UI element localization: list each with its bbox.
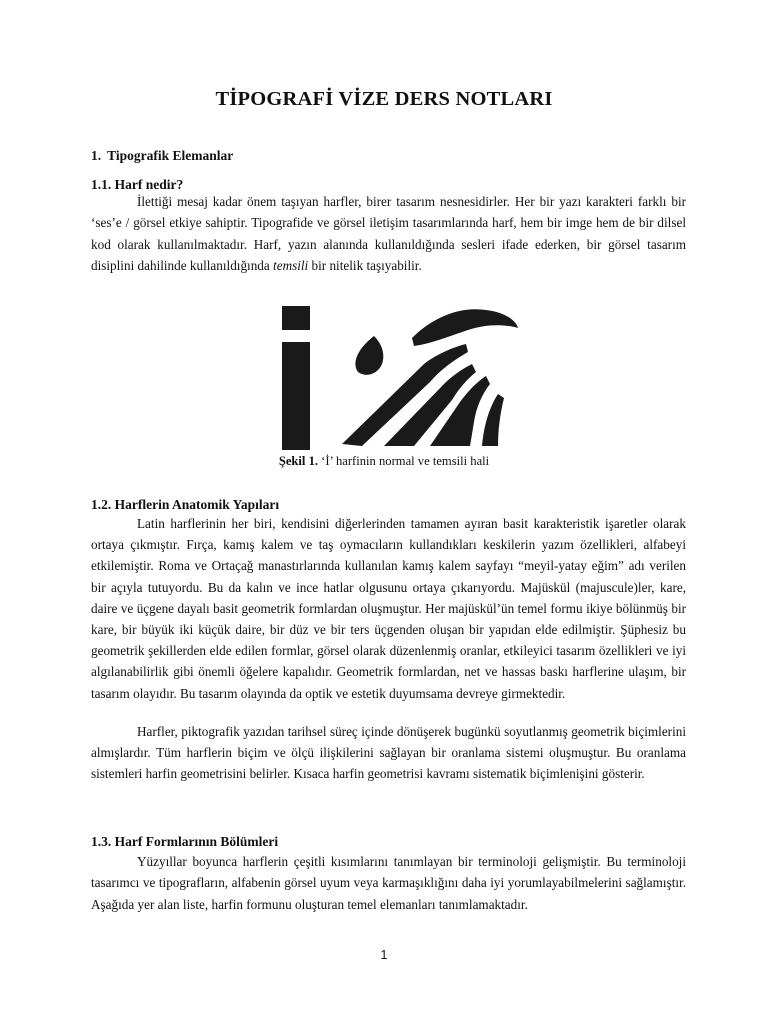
section-1-heading [91, 148, 233, 164]
figure-caption-label: Şekil 1. [278, 454, 319, 468]
paragraph-italic-word: temsili [273, 258, 309, 274]
paragraph-text-end: bir nitelik taşıyabilir. [308, 258, 422, 274]
section-1-3-paragraph: Yüzyıllar boyunca harflerin çeşitli kısımlarını tanımlayan bir terminoloji gelişmiştir. Bu terminoloji tasarımcı ve tipografların, alfabenin görsel uyum veya karmaşıklığını daha iyi yorumlayabilmelerini sağlamıştır. Aşağıda yer alan liste, harfin formunu oluşturan temel elemanları tanımlamaktadır. [91, 854, 686, 912]
paragraph-text: İlettiği mesaj kadar önem taşıyan harfler, birer tasarım nesnesidirler. Her bir yazı karakteri farklı bir ‘ses’e / görsel etkiye sahiptir. Tipografide ve görsel iletişim tasarımlarında harf, hem bir imge hem de bir dilsel kod olarak kullanılmaktadır. Harf, yazın alanında kullanıldığında sesleri ifade ederken, bir görsel tasarım disiplini dahilinde kullanıldığında [91, 194, 686, 274]
figure-caption-text: ‘İ’ harfinin normal ve temsili hali [318, 454, 490, 468]
section-1-1-paragraph [91, 191, 686, 277]
letter-i-dot [282, 306, 310, 330]
section-1-3-heading: 1.3. Harf Formlarının Bölümleri [91, 834, 279, 849]
section-1-1-heading: 1.1. Harf nedir? [91, 177, 184, 192]
figure-caption [0, 454, 768, 469]
letter-i-illustration [254, 298, 526, 456]
section-1-2-paragraph-2: Harfler, piktografik yazıdan tarihsel süreç içinde dönüşerek bugünkü soyutlanmış geometrik biçimlerini almışlardır. Tüm harflerin biçim ve ölçü ilişkilerini sağlayan bir oranlama sistemi oluşmuştur. Bu oranlama sistemleri harfin geometrisini belirler. Kısaca harfin geometrisi kavramı sistematik biçimlenişini gösterir. [91, 724, 686, 782]
page-number: 1 [380, 948, 388, 962]
section-1-title: Tipografik Elemanlar [107, 148, 234, 163]
figure-letter-i [254, 298, 526, 456]
letter-i-stem [282, 342, 310, 450]
section-1-number: 1. [91, 148, 102, 163]
section-1-2-heading: 1.2. Harflerin Anatomik Yapıları [91, 497, 280, 512]
document-title: TİPOGRAFİ VİZE DERS NOTLARI [215, 88, 553, 110]
section-1-2-paragraph-1: Latin harflerinin her biri, kendisini diğerlerinden tamamen ayıran basit karakteristik işaretler olarak ortaya çıkmıştır. Fırça, kamış kalem ve taş oymacıların kullandıkları keskilerin yazım özellikleri, alfabeyi etkilemiştir. Roma ve Ortaçağ manastırlarında kullanılan kamış kalem sayfayı “meyil-yatay eğim” adı verilen bir açıyla tutuyordu. Bu da kalın ve ince hatlar olgusunu ortaya çıkarıyordu. Majüskül (majuscule)ler, kare, daire ve üçgene dayalı basit geometrik formlardan oluşmuştur. Her majüskül’ün temel formu ikiye bölünmüş bir kare, bir büyük iki küçük daire, bir düz ve bir ters üçgenden oluşan bir yapıdan elde edilmiştir. Şüphesiz bu geometrik şekillerden elde edilen formlar, görsel olarak düzenlenmiş oranlar, etkileyici tasarım özellikleri ve iyi algılanabilirlik gibi önemli öğelere kapalıdır. Geometrik formlardan, net ve hassas baskı harflerine ulaşım, bir tasarım olayıdır. Bu tasarım olayında da optik ve estetik duyumsama devreye girmektedir. [91, 516, 686, 701]
